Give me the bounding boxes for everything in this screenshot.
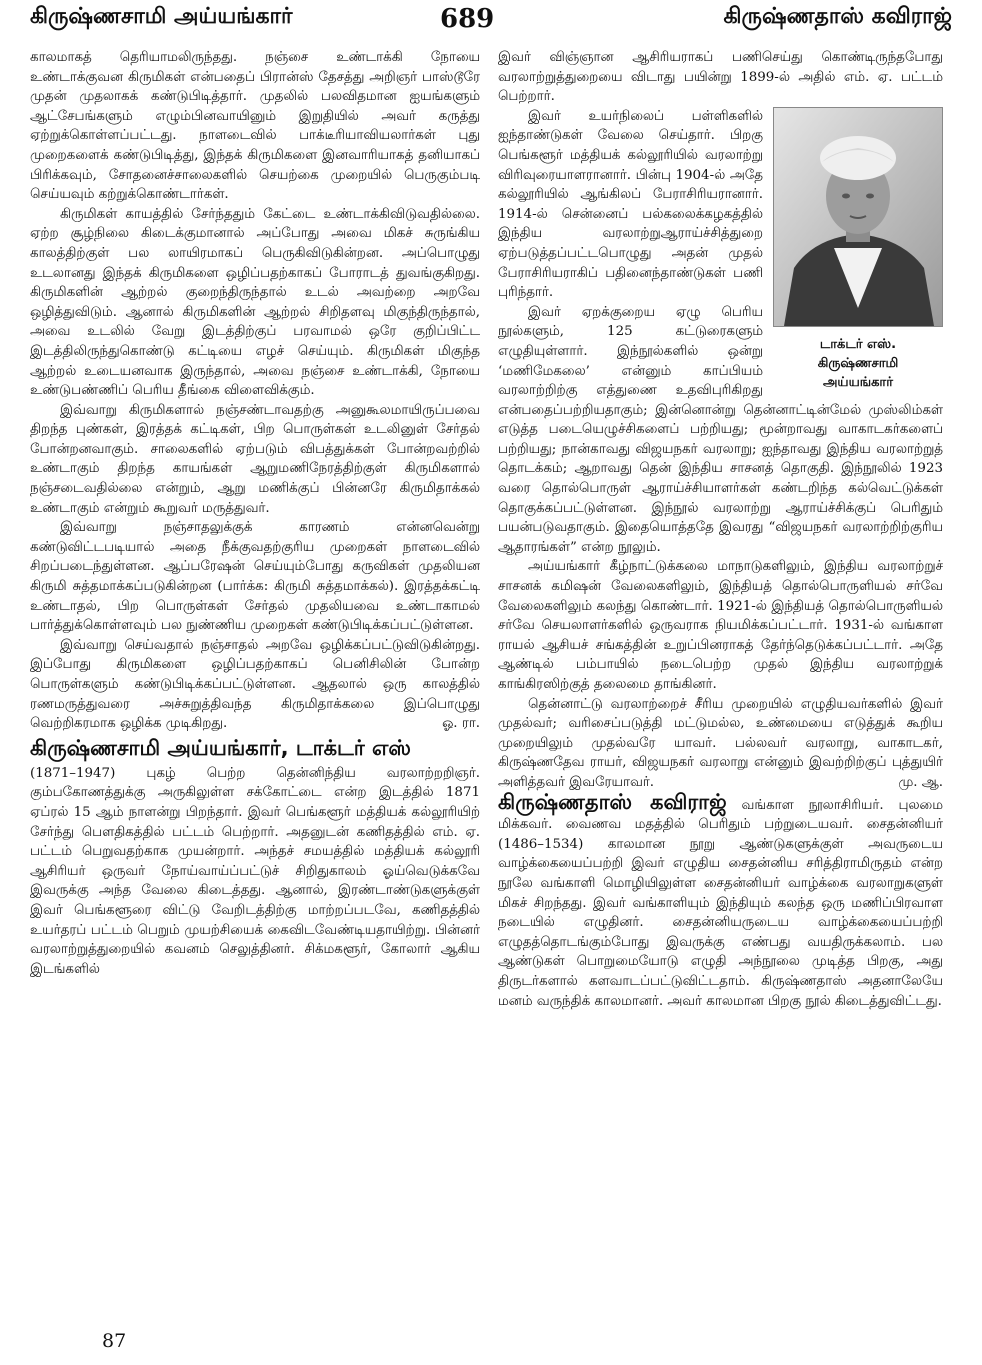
paragraph — [30, 636, 480, 734]
portrait-caption — [773, 335, 943, 392]
entry-title: கிருஷ்ணதாஸ் கவிராஜ் — [498, 789, 727, 814]
paragraph: காலமாகத் தெரியாமலிருந்தது. நஞ்சை உண்டாக்கி நோயை உண்டாக்குவன கிருமிகள் என்பதைப் பிரான்ஸ் தேசத்து அறிஞர் பாஸ்டூரே முதன் முதலாகக் கண்டுபிடித்தார். முதலில் பலவிதமான ஐயங்களும் ஆட்சேபங்களும் எழும்பினவாயினும் இறுதியில் அவர் கருத்து ஏற்றுக்கொள்ளப்பட்டது. நாளடைவில் பாக்டீரியாவியலார்கள் புது முறைகளைக் கண்டுபிடித்து, இந்தக் கிருமிகளை இனவாரியாகத் தனியாகப் பிரிக்கவும், சோதனைச்சாலைகளில் செயற்கை முறையில் பெருகும்படி செய்யவும் கற்றுக்கொண்டார்கள். — [30, 50, 480, 203]
portrait-figure — [773, 107, 943, 392]
paragraph: இவ்வாறு நஞ்சாதலுக்குக் காரணம் என்னவென்று கண்டுவிட்டபடியால் அதை நீக்குவதற்குரிய முறைகள் நாளடைவில் சிறப்படைந்துள்ளன. ஆப்பரேஷன் செய்யும்போது கருவிகள் முதலியன கிருமி சுத்தமாக்கப்படுகின்றன (பார்க்க: கிருமி சுத்தமாக்கல்). இரத்தக்கட்டி உண்டாதல், பிற பொருள்கள் சேர்தல் முதலியவை உண்டாகாமல் பார்த்துக்கொள்ளவும் பல நுண்ணிய முறைகள் கண்டுபிடிக்கப்பட்டுள்ளன. — [30, 520, 480, 634]
right-column — [498, 48, 943, 1011]
caption-line: கிருஷ்ணசாமி — [817, 355, 899, 371]
caption-line: டாக்டர் எஸ். — [819, 336, 897, 352]
paragraph — [498, 695, 943, 793]
entry-title: கிருஷ்ணசாமி அய்யங்கார், டாக்டர் எஸ் — [30, 735, 411, 760]
paragraph: இவ்வாறு கிருமிகளால் நஞ்சண்டாவதற்கு அனுகூலமாயிருப்பவை திறந்த புண்கள், இரத்தக் கட்டிகள், பிற பொருள்கள் உடலினுள் சேர்தல் போன்றனவாகும். சாலைகளில் ஏற்படும் விபத்துக்கள் போன்றவற்றில் உண்டாகும் திறந்த காயங்கள் ஆறுமணிநேரத்திற்குள் கிருமிகளால் நஞ்சடைவதில்லை என்றும், ஆறு மணிக்குப் பின்னரே கிருமிதாக்கல் உண்டாகும் என்றும் கூறுவர் மருத்துவர். — [30, 402, 480, 516]
paragraph: அய்யங்கார் கீழ்நாட்டுக்கலை மாநாடுகளிலும், இந்திய வரலாற்றுச் சாசனக் கமிஷன் வேலைகளிலும், இந்தியத் தொல்பொருளியல் சர்வே வேலைகளிலும் கலந்து கொண்டார். 1921-ல் இந்தியத் தொல்பொருளியல் சர்வே செயலாளர்களில் ஒருவராக நியமிக்கப்பட்டார். 1931-ல் வங்காள ராயல் ஆசியச் சங்கத்தின் உறுப்பினராகத் தேர்ந்தெடுக்கப்பட்டார். அதே ஆண்டில் பம்பாயில் நடைபெற்ற முதல் இந்திய வரலாற்றுக் காங்கிரஸிற்குத் தலைமை தாங்கினர். — [498, 559, 943, 692]
entry-heading — [30, 736, 480, 764]
page-number: 689 — [440, 4, 495, 34]
paragraph: கிருமிகள் காயத்தில் சேர்ந்ததும் கேட்டை உண்டாக்கிவிடுவதில்லை. ஏற்ற சூழ்நிலை கிடைக்குமானால் அப்போது அவை மிகச் சுருங்கிய காலத்திற்குள் பல லாயிரமாகப் பெருகிவிடுகின்றன. அப்பொழுது உடலானது இந்தக் கிருமிகளை ஒழிப்பதற்காகப் போராடத் துவங்குகிறது. கிருமிகளின் ஆற்றல் குறைந்திருந்தால் உடல் அவற்றை அறவே ஒழித்துவிடும். ஆனால் கிருமிகளின் ஆற்றல் சிறிதளவு மிகுந்திருந்தால், அவை உடலில் வேறு இடத்திற்குப் பரவாமல் ஒரே குறிப்பிட்ட இடத்திலிருந்துகொண்டு கட்டியை எழச் செய்யும். கிருமிகள் மிகுந்த ஆற்றல் உடையனவாக இருந்தால், அவை நஞ்சை உண்டாக்கி, நோயை உண்டுபண்ணிப் பெரிய தீங்கை விளைவிக்கும். — [30, 206, 480, 399]
portrait-image — [774, 108, 942, 326]
entry-body: (1871–1947) புகழ் பெற்ற தென்னிந்திய வரலாற்றறிஞர். கும்பகோணத்துக்கு அருகிலுள்ள சக்கோட்டை என்ற இடத்தில் 1871 ஏப்ரல் 15 ஆம் நாளன்று பிறந்தார். இவர் பெங்களூர் மத்தியக் கல்லூரியிற் சேர்ந்து பௌதிகத்தில் பட்டம் பெற்றார். அதனுடன் கணிதத்தில் எம். ஏ. பட்டம் பெறுவதற்காக முயன்றார். அந்தச் சமயத்தில் மத்தியக் கல்லூரி ஆசிரியர் ஒருவர் நோய்வாய்ப்பட்டுச் சிறிதுகாலம் ஓய்வெடுக்கவே இவருக்கு அந்த வேலை கிடைத்தது. ஆனால், இரண்டாண்டுகளுக்குள் இவர் பெங்களூரை விட்டு வேறிடத்திற்கு மாற்றப்படவே, கணிதத்தில் உயர்தரப் பட்டம் பெறும் முயற்சியைக் கைவிடவேண்டியதாயிற்று. பின்னர் வரலாற்றுத்துறையில் கவனம் செலுத்தினர். சிக்மகளூர், கோலார் ஆகிய இடங்களில் — [30, 765, 480, 977]
entry — [498, 789, 943, 1012]
running-head-left: கிருஷ்ணசாமி அய்யங்கார் — [30, 4, 293, 29]
paragraph: இவர் உயர்நிலைப் பள்ளிகளில் ஐந்தாண்டுகள் வேலை செய்தார். பிறகு பெங்களூர் மத்தியக் கல்லூரியில் வரலாற்று விரிவுரையாளரானார். பின்பு 1904-ல் அதே கல்லூரியில் ஆங்கிலப் பேராசிரியரானார். 1914-ல் சென்னைப் பல்கலைக்கழகத்தில் இந்திய வரலாற்றுஆராய்ச்சித்துறை ஏற்படுத்தப்பட்டபொழுது அதன் முதல் பேராசிரியராகிப் பதினைந்தாண்டுகள் பணி புரிந்தார். — [498, 108, 763, 301]
paragraph-text: இவ்வாறு செய்வதால் நஞ்சாதல் அறவே ஒழிக்கப்பட்டுவிடுகின்றது. இப்போது கிருமிகளை ஒழிப்பதற்காகப் பெனிசிலின் போன்ற பொருள்களும் கண்டுபிடிக்கப்பட்டுள்ளன. ஆதலால் ஒரு காலத்தில் ரணமருத்துவரை அச்சுறுத்திவந்த கிருமிதாக்கலை இப்பொழுது வெற்றிகரமாக ஒழிக்க முடிகிறது. — [30, 637, 480, 732]
left-column — [30, 48, 480, 979]
paragraph: இவர் விஞ்ஞான ஆசிரியராகப் பணிசெய்து கொண்டிருந்தபோது வரலாற்றுத்துறையை விடாது பயின்று 1899-ல் அதில் எம். ஏ. பட்டம் பெற்றார். — [498, 50, 943, 105]
author-initials: மு. ஆ. — [898, 774, 943, 790]
running-head-right: கிருஷ்ணதாஸ் கவிராஜ் — [723, 4, 952, 29]
footer-number: 87 — [102, 1330, 127, 1352]
paragraph-text: தென்னாட்டு வரலாற்றைச் சீரிய முறையில் எழுதியவர்களில் இவர் முதல்வர்; வரிசைப்படுத்தி மட்டுமல்ல, உண்மையை எடுத்துக் கூறிய முறையிலும் முதல்வரே யாவர். பல்லவர் வரலாறு, வாகாடகர், கிருஷ்ணதேவ ராயர், விஜயநகர் வரலாறு என்னும் இவற்றிற்குப் புத்துயிர் அளித்தவர் இவரேயாவர். — [498, 696, 943, 790]
author-initials: ஓ. ரா. — [442, 716, 480, 732]
caption-line: அய்யங்கார் — [822, 374, 894, 390]
paragraph: இவர் ஏறக்குறைய ஏழு பெரிய நூல்களும், 125 கட்டுரைகளும் எழுதியுள்ளார். இந்நூல்களில் ஒன்று ‘மணிமேகலை’ என்னும் காப்பியம் வரலாற்றிற்கு எத்துணை உதவிபுரிகிறது என்பதைப்பற்றியதாகும்; இன்னொன்று தென்னாட்டின்மேல் முஸ்லிம்கள் எடுத்த படையெழுச்சிகளைப் பற்றியது; மூன்றாவது வாகாடகர்களைப் பற்றியது; நான்காவது விஜயநகர் வரலாறு; ஐந்தாவது இந்திய வரலாற்றுத் தொடக்கம்; ஆறாவது தென் இந்திய சாசனத் தொகுதி. இந்நூலில் 1923 வரை தொல்பொருள் ஆராய்ச்சியாளர்கள் கண்டறிந்த கல்வெட்டுக்கள் தொகுக்கப்பட்டுள்ளன. இந்நூல் வரலாற்று ஆராய்ச்சிக்குப் பெரிதும் பயன்படுவதாகும். இதையொத்ததே இவரது “விஜயநகர் வரலாற்றிற்குரிய ஆதாரங்கள்” என்ற நூலும். — [498, 304, 943, 555]
entry-body: வங்காள நூலாசிரியர். புலமை மிக்கவர். வைணவ மதத்தில் பெரிதும் பற்றுடையவர். சைதன்னியர் (1486–1534) காலமான நூறு ஆண்டுகளுக்குள் அவருடைய வாழ்க்கையைப்பற்றி இவர் எழுதிய சைதன்னிய சரித்திராமிருதம் என்ற நூலே வங்காளி மொழியிலுள்ள சைதன்னியர் வாழ்க்கை வரலாறுகளுள் மிகச் சிறந்தது. இவர் வங்காளியும் இந்தியும் கலந்த ஒரு மணிப்பிரவாள நடையில் எழுதினர். சைதன்னியருடைய வாழ்க்கையைப்பற்றி எழுதத்தொடங்கும்போது இவருக்கு எண்பது வயதிருக்கலாம். பல ஆண்டுகள் பொறுமையோடு எழுதி அந்நூலை முடித்த பிறகு, அது திருடர்களால் களவாடப்பட்டுவிட்டதாம். கிருஷ்ணதாஸ் அதனாலேயே மனம் வருந்திக் காலமானர். அவர் காலமான பிறகு நூல் கிடைத்துவிட்டது. — [498, 797, 943, 1009]
portrait-photo — [773, 107, 943, 327]
